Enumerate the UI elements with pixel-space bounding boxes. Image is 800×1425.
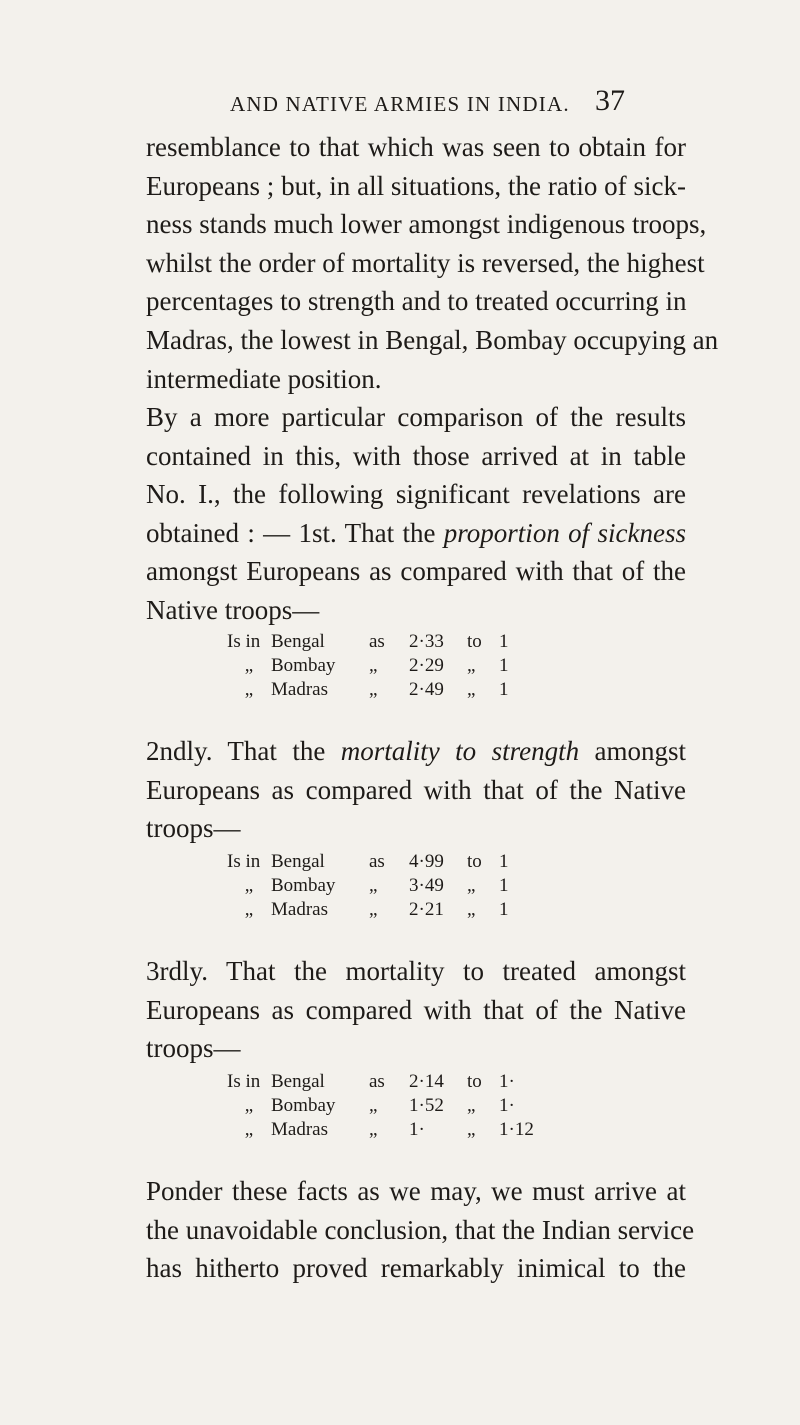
row-as: „: [369, 1119, 378, 1140]
row-place: Madras: [271, 679, 328, 700]
text-line: Europeans as compared with that of the Native: [146, 994, 686, 1025]
row-place: Bengal: [271, 1071, 325, 1092]
row-rhs: 1: [499, 851, 509, 872]
emphasis-text: proportion of sickness: [443, 517, 686, 548]
paragraph-1: [146, 128, 719, 398]
text-line: whilst the order of mortality is reversed, the highest: [146, 247, 705, 278]
text-line: [146, 732, 686, 771]
table-row: [227, 654, 509, 678]
table-row: [227, 874, 509, 898]
row-place: Bombay: [271, 875, 336, 896]
row-as: „: [369, 1095, 378, 1116]
running-title: AND NATIVE ARMIES IN INDIA.: [230, 92, 570, 116]
row-to: „: [467, 899, 476, 920]
row-place: Bombay: [271, 655, 336, 676]
table-row: [227, 1070, 534, 1094]
text-line: intermediate position.: [146, 363, 382, 394]
row-as: as: [369, 851, 385, 872]
text-line: No. I., the following significant revelations are: [146, 479, 686, 510]
row-to: „: [467, 655, 476, 676]
text-line: troops—: [146, 1033, 241, 1064]
row-as: as: [369, 1071, 385, 1092]
row-rhs: 1·: [499, 1095, 515, 1116]
row-rhs: 1: [499, 875, 509, 896]
row-place: Madras: [271, 899, 328, 920]
row-lead: „: [244, 1095, 254, 1116]
row-as: as: [369, 631, 385, 652]
row-value: 2·29: [409, 655, 444, 676]
text-line: [146, 514, 686, 553]
text-line: Ponder these facts as we may, we must arrive at: [146, 1176, 686, 1206]
text-run: 2ndly. That the: [146, 736, 341, 766]
row-to: „: [467, 1119, 476, 1140]
row-value: 2·21: [409, 899, 444, 920]
row-lead: „: [244, 679, 254, 700]
text-line: 3rdly. That the mortality to treated amongst: [146, 956, 686, 986]
row-value: 1·: [409, 1119, 425, 1140]
row-lead: Is in: [227, 631, 261, 652]
row-lead: Is in: [227, 1071, 261, 1092]
row-rhs: 1·12: [499, 1119, 534, 1140]
row-lead: „: [244, 875, 254, 896]
row-place: Madras: [271, 1119, 328, 1140]
text-line: resemblance to that which was seen to obtain for: [146, 132, 686, 162]
row-rhs: 1: [499, 631, 509, 652]
row-place: Bombay: [271, 1095, 336, 1116]
text-run: amongst: [579, 736, 686, 766]
row-to: „: [467, 875, 476, 896]
row-to: to: [467, 851, 482, 872]
row-rhs: 1: [499, 655, 509, 676]
text-line: contained in this, with those arrived at in table: [146, 440, 686, 471]
table-row: [227, 630, 509, 654]
row-rhs: 1·: [499, 1071, 515, 1092]
row-to: „: [467, 679, 476, 700]
text-line: ness stands much lower amongst indigenous troops,: [146, 209, 707, 240]
text-line: troops—: [146, 813, 241, 844]
row-as: „: [369, 899, 378, 920]
row-as: „: [369, 679, 378, 700]
emphasis-text: mortality to strength: [340, 736, 580, 766]
row-place: Bengal: [271, 631, 325, 652]
row-place: Bengal: [271, 851, 325, 872]
page-number: 37: [595, 84, 625, 117]
text-line: Madras, the lowest in Bengal, Bombay occupying an: [146, 324, 719, 355]
row-value: 3·49: [409, 875, 444, 896]
text-run: obtained : — 1st. That the: [146, 517, 444, 548]
paragraph-4: [146, 952, 686, 1068]
row-lead: „: [244, 655, 254, 676]
mortality-strength-table: [227, 850, 509, 922]
text-line: Europeans as compared with that of the Native: [146, 774, 686, 805]
row-rhs: 1: [499, 679, 509, 700]
table-row: [227, 898, 509, 922]
row-lead: Is in: [227, 851, 261, 872]
row-value: 1·52: [409, 1095, 444, 1116]
text-line: By a more particular comparison of the results: [146, 402, 686, 432]
text-line: Europeans ; but, in all situations, the ratio of sick-: [146, 170, 686, 201]
table-row: [227, 850, 509, 874]
row-as: „: [369, 655, 378, 676]
row-value: 2·14: [409, 1071, 444, 1092]
paragraph-3: [146, 732, 686, 848]
sickness-ratio-table: [227, 630, 509, 702]
paragraph-2: [146, 398, 686, 630]
row-to: to: [467, 631, 482, 652]
row-to: to: [467, 1071, 482, 1092]
text-line: amongst Europeans as compared with that of the: [146, 556, 686, 587]
row-value: 2·33: [409, 631, 444, 652]
table-row: [227, 1094, 534, 1118]
text-line: percentages to strength and to treated occurring in: [146, 286, 687, 317]
table-row: [227, 1118, 534, 1142]
text-line: the unavoidable conclusion, that the Indian service: [146, 1214, 695, 1245]
row-lead: „: [244, 1119, 254, 1140]
text-line: Native troops—: [146, 594, 320, 625]
row-to: „: [467, 1095, 476, 1116]
mortality-treated-table: [227, 1070, 534, 1142]
row-as: „: [369, 875, 378, 896]
table-row: [227, 678, 509, 702]
text-line: has hitherto proved remarkably inimical to the: [146, 1253, 686, 1284]
row-value: 4·99: [409, 851, 444, 872]
row-value: 2·49: [409, 679, 444, 700]
row-rhs: 1: [499, 899, 509, 920]
paragraph-5: [146, 1172, 695, 1288]
row-lead: „: [244, 899, 254, 920]
